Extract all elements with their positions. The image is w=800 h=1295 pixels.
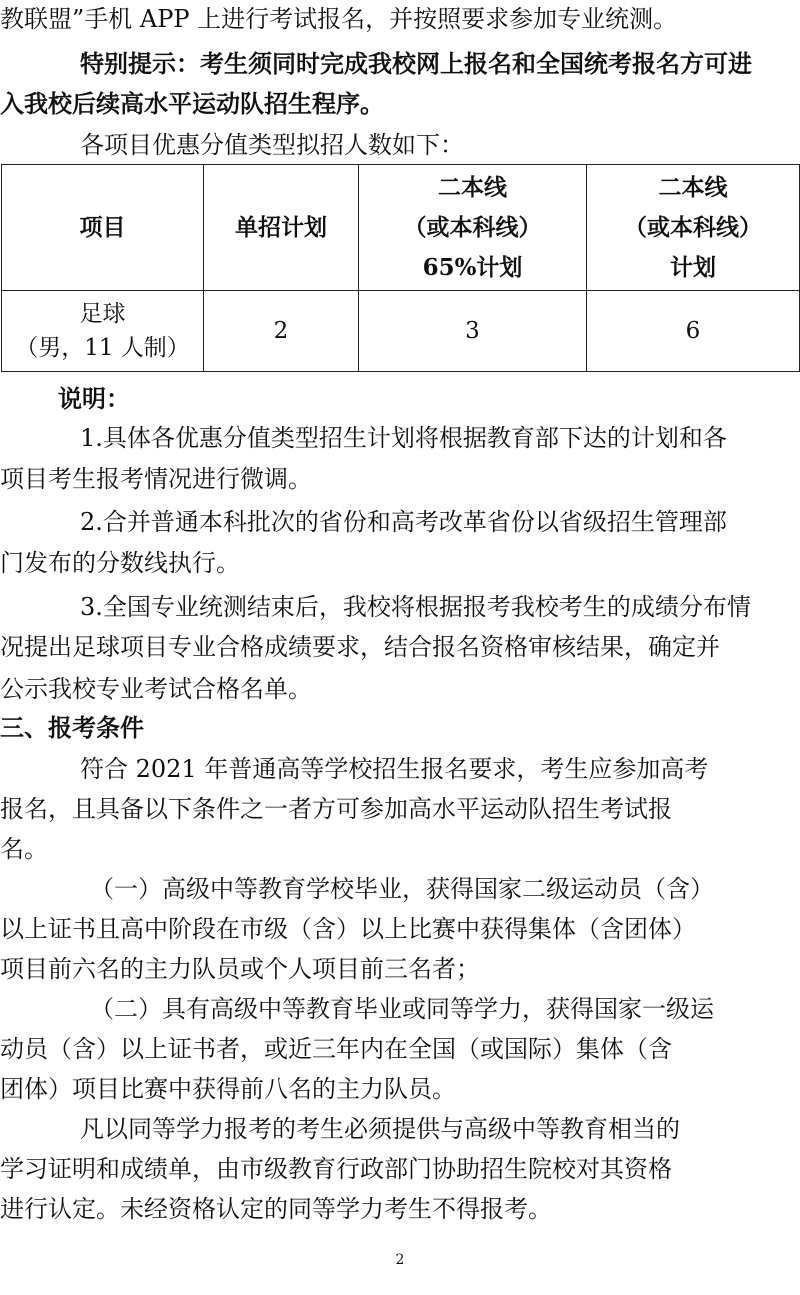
paragraph-1-line-3: 名。 <box>0 835 48 863</box>
paragraph-1-line-2: 报名，且具备以下条件之一者方可参加高水平运动队招生考试报 <box>0 795 672 823</box>
condition-1-line-3: 项目前六名的主力队员或个人项目前三名者； <box>0 955 480 983</box>
notes-title: 说明： <box>58 384 130 413</box>
condition-1-line-1: （一）高级中等教育学校毕业，获得国家二级运动员（含） <box>90 875 714 903</box>
special-notice-line-1: 特别提示：考生须同时完成我校网上报名和全国统考报名方可进 <box>80 49 752 78</box>
row-value-65: 3 <box>359 291 587 372</box>
paragraph-1-line-1: 符合 2021 年普通高等学校招生报名要求，考生应参加高考 <box>80 755 709 783</box>
quota-table <box>1 164 800 372</box>
paragraph-2-line-1: 凡以同等学力报考的考生必须提供与高级中等教育相当的 <box>80 1115 680 1143</box>
note-2-line-2: 门发布的分数线执行。 <box>0 549 240 577</box>
note-3-line-2: 况提出足球项目专业合格成绩要求，结合报名资格审核结果，确定并 <box>0 633 720 661</box>
table-row <box>2 291 800 372</box>
row-value-full: 6 <box>587 291 800 372</box>
condition-2-line-3: 团体）项目比赛中获得前八名的主力队员。 <box>0 1075 456 1103</box>
note-3-line-3: 公示我校专业考试合格名单。 <box>0 675 312 703</box>
note-2-line-1: 2.合并普通本科批次的省份和高考改革省份以省级招生管理部 <box>80 508 727 536</box>
note-3-line-1: 3.全国专业统测结束后，我校将根据报考我校考生的成绩分布情 <box>80 593 751 621</box>
note-1-line-1: 1.具体各优惠分值类型招生计划将根据教育部下达的计划和各 <box>80 424 727 452</box>
header-full-plan: 二本线 （或本科线） 计划 <box>587 165 800 291</box>
page-number: 2 <box>395 1252 405 1268</box>
intro-line: 教联盟”手机 APP 上进行考试报名，并按照要求参加专业统测。 <box>0 5 678 33</box>
header-item: 项目 <box>2 165 204 291</box>
note-1-line-2: 项目考生报考情况进行微调。 <box>0 465 312 493</box>
condition-1-line-2: 以上证书且高中阶段在市级（含）以上比赛中获得集体（含团体） <box>0 915 696 943</box>
paragraph-2-line-3: 进行认定。未经资格认定的同等学力考生不得报考。 <box>0 1195 552 1223</box>
row-value-single: 2 <box>204 291 359 372</box>
condition-2-line-2: 动员（含）以上证书者，或近三年内在全国（或国际）集体（含 <box>0 1035 672 1063</box>
paragraph-2-line-2: 学习证明和成绩单，由市级教育行政部门协助招生院校对其资格 <box>0 1155 672 1183</box>
row-item-cell: 足球 （男，11 人制） <box>2 291 204 372</box>
header-single-plan: 单招计划 <box>204 165 359 291</box>
condition-2-line-1: （二）具有高级中等教育毕业或同等学力，获得国家一级运 <box>90 995 714 1023</box>
special-notice-line-2: 入我校后续高水平运动队招生程序。 <box>0 89 384 118</box>
table-header-row <box>2 165 800 291</box>
section-heading: 三、报考条件 <box>0 713 144 742</box>
table-intro: 各项目优惠分值类型拟招人数如下： <box>80 131 464 159</box>
header-65-plan: 二本线 （或本科线） 65%计划 <box>359 165 587 291</box>
